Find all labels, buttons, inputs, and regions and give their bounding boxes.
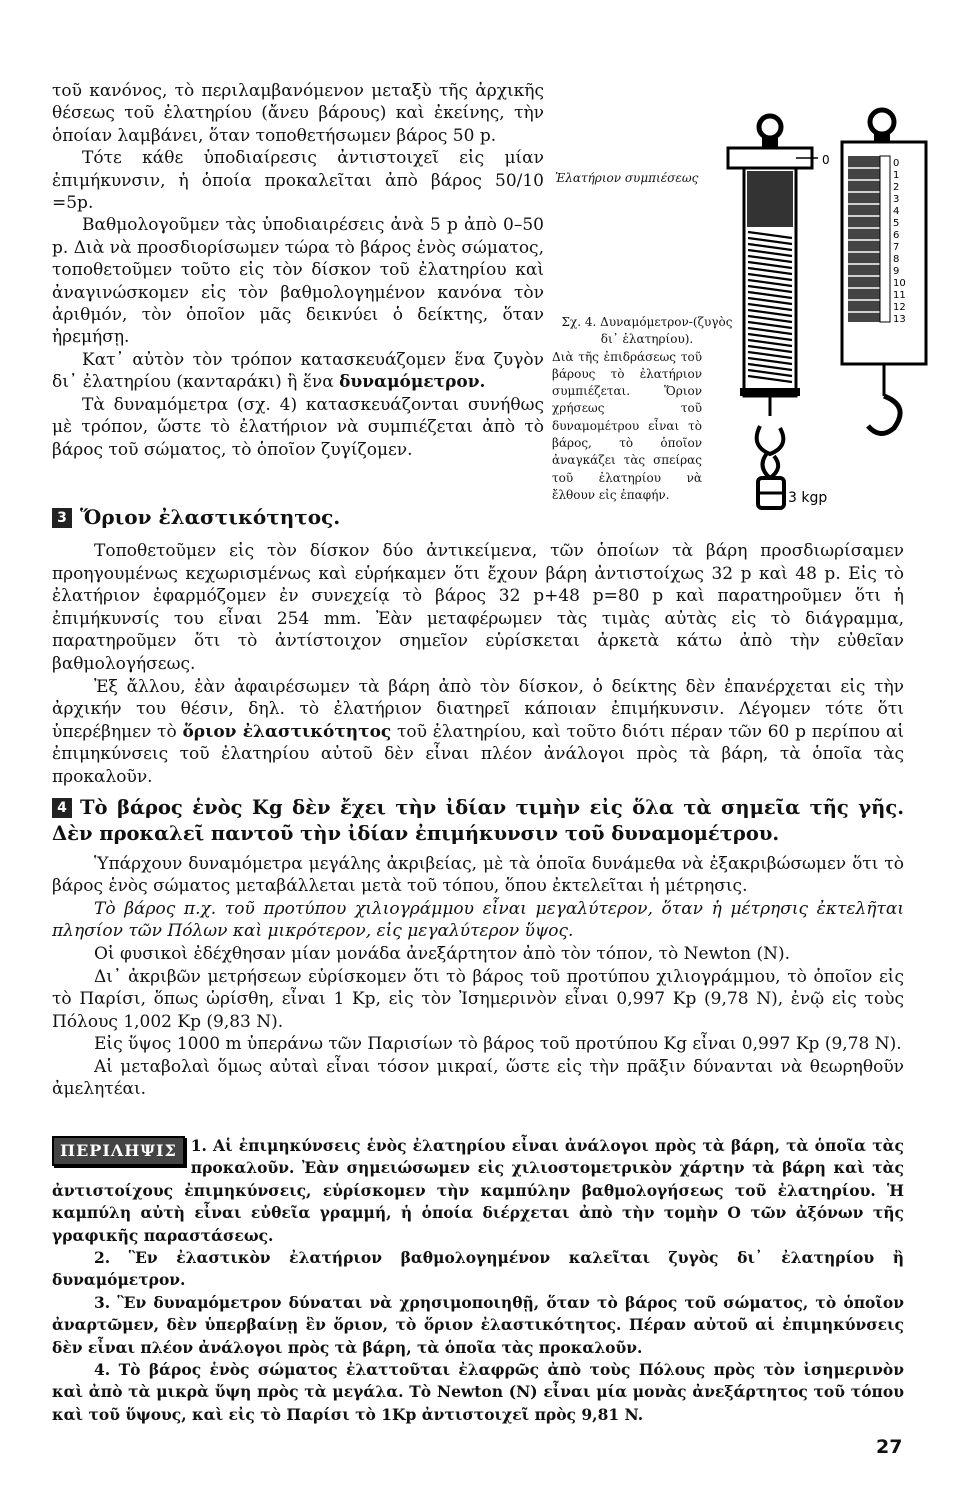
paragraph: Τοποθετοῦμεν εἰς τὸν δίσκον δύο ἀντικείμενα, τῶν ὁποίων τὰ βάρη προσδιωρίσαμεν προηγουμένως κεχωρισμένως καὶ εὑρήκαμεν ὅτι ἔχουν βάρη ἀντιστοίχως 32 p καὶ 48 p. Εἰς τὸ ἐλατήριον ἐφαρμόζομεν ἐν συνεχείᾳ τὸ βάρος 32 p+48 p=80 p καὶ παρατηροῦμεν ὅτι ἡ ἐπιμήκυνσίς του εἶναι 254 mm. Ἐὰν μεταφέρωμεν τὰς τιμὰς αὐτὰς εἰς τὸ διάγραμμα, παρατηροῦμεν ὅτι τὸ ἀντίστοιχον σημεῖον εὑρίσκεται ἀρκετὰ κάτω ἀπὸ τὴν εὐθεῖαν βαθμολογήσεως. xyxy=(52,541,904,674)
text-run: τοῦ ἐλατηρίου, καὶ τοῦτο διότι πέραν τῶν 60 p περίπου αἱ ἐπιμηκύνσεις τοῦ ἐλατηρίου αὐτοῦ δὲν εἶναι πλέον ἀνάλογοι πρὸς τὰ βάρη, τὰ ὁποῖα τὰς προκαλοῦν. xyxy=(52,721,904,787)
scale-number: 9 xyxy=(893,266,900,277)
zero-mark: 0 xyxy=(822,153,830,167)
scale-number: 8 xyxy=(893,254,900,265)
paragraph: Αἱ μεταβολαὶ ὅμως αὐταὶ εἶναι τόσον μικραί, ὥστε εἰς τὴν πρᾶξιν δύνανται νὰ θεωρηθοῦν ἀμελητέαι. xyxy=(52,1056,904,1100)
scale-number: 11 xyxy=(893,290,906,301)
section-number: 4 xyxy=(52,798,72,818)
paragraph xyxy=(52,676,904,789)
section-title: Ὅριον ἐλαστικότητος. xyxy=(80,505,341,529)
text-run: Ἐξ ἄλλου, ἐὰν ἀφαιρέσωμεν τὰ βάρη ἀπὸ τὸν δίσκον, ὁ δείκτης δὲν ἐπανέρχεται εἰς τὴν ἀρχικήν του θέσιν, δηλ. τὸ ἐλατήριον διατηρεῖ κάποιαν ἐπιμήκυνσιν. Λέγομεν τότε ὅτι ὑπερέβημεν τὸ xyxy=(52,676,904,742)
paragraph: Τότε κάθε ὑποδιαίρεσις ἀντιστοιχεῖ εἰς μίαν ἐπιμήκυνσιν, ἡ ὁποία προκαλεῖται ἀπὸ βάρος 50/10 =5p. xyxy=(52,148,544,214)
scale-number: 5 xyxy=(893,218,900,229)
summary-item: 4. Τὸ βάρος ἑνὸς σώματος ἐλαττοῦται ἐλαφρῶς ἀπὸ τοὺς Πόλους πρὸς τὸν ἰσημερινὸν καὶ ἀπὸ τὰ μικρὰ ὕψη πρὸς τὰ μεγάλα. Τὸ Newton (N) εἶναι μία μονὰς ἀνεξάρτητος τοῦ τόπου καὶ τοῦ ὕψους, καὶ εἰς τὸ Παρίσι τὸ 1Kp ἀντιστοιχεῖ πρὸς 9,81 N. xyxy=(52,1360,904,1424)
paragraph: Βαθμολογοῦμεν τὰς ὑποδιαιρέσεις ἀνὰ 5 p ἀπὸ 0–50 p. Διὰ νὰ προσδιορίσωμεν τώρα τὸ βάρος ἑνὸς σώματος, τοποθετοῦμεν τοῦτο εἰς τὸν δίσκον τοῦ ἐλατηρίου καὶ ἀναγινώσκομεν εἰς τὸν βαθμολογημένον κανόνα τὸν ἀριθμόν, τὸν ὁποῖον μᾶς δεικνύει ὁ δείκτης, ὅταν ἠρεμήσῃ. xyxy=(52,215,544,348)
paragraph: Δι᾽ ἀκριβῶν μετρήσεων εὑρίσκομεν ὅτι τὸ βάρος τοῦ προτύπου χιλιογράμμου, τὸ ὁποῖον εἰς τὸ Παρίσι, ὅπως ὡρίσθη, εἶναι 1 Kp, εἰς τὸν Ἰσημερινὸν εἶναι 0,997 Kp (9,78 N), ἐνῷ εἰς τοὺς Πόλους 1,002 Kp (9,83 N). xyxy=(52,966,904,1032)
scale-number: 3 xyxy=(893,194,900,205)
section-heading-3 xyxy=(52,505,340,529)
figure-caption-body: Διὰ τῆς ἐπιδράσεως τοῦ βάρους τὸ ἐλατήριον συμπιέζεται. Ὅριον χρήσεως τοῦ δυναμομέτρου εἶναι τὸ βάρος, τὸ ὁποῖον ἀναγκάζει τὰς σπείρας τοῦ ἐλατηρίου νὰ ἔλθουν εἰς ἐπαφήν. xyxy=(552,349,702,502)
left-column-text xyxy=(52,80,544,461)
scale-number: 12 xyxy=(893,302,906,313)
scale-number: 7 xyxy=(893,242,900,253)
scale-number: 4 xyxy=(893,206,900,217)
summary-label: ΠΕΡΙΛΗΨΙΣ xyxy=(52,1136,185,1166)
paragraph: Τὰ δυναμόμετρα (σχ. 4) κατασκευάζονται συνήθως μὲ τρόπον, ὥστε τὸ ἐλατήριον νὰ συμπιέζεται ἀπὸ τὸ βάρος τοῦ σώματος, τὸ ὁποῖον ζυγίζομεν. xyxy=(52,394,544,460)
text-run: Κατ᾽ αὐτὸν τὸν τρόπον κατασκευάζομεν ἕνα ζυγὸν δι᾽ ἐλατηρίου (κανταράκι) ἢ ἕνα xyxy=(52,349,544,393)
paragraph xyxy=(52,349,544,394)
scale-number: 1 xyxy=(893,170,900,181)
scale-number: 13 xyxy=(893,314,906,325)
weight-label: 3 kgp xyxy=(788,490,828,506)
term-dynamometer: δυναμόμετρον. xyxy=(339,372,486,393)
paragraph: τοῦ κανόνος, τὸ περιλαμβανόμενον μεταξὺ τῆς ἀρχικῆς θέσεως τοῦ ἐλατηρίου (ἄνευ βάρους) καὶ ἐκείνης, τὴν ὁποίαν λαμβάνει, ὅταν τοποθετήσωμεν βάρος 50 p. xyxy=(52,81,544,146)
summary-block xyxy=(52,1135,904,1426)
summary-text: 1. Αἱ ἐπιμηκύνσεις ἑνὸς ἐλατηρίου εἶναι ἀνάλογοι πρὸς τὰ βάρη, τὰ ὁποῖα τὰς προκαλοῦν. Ἐὰν σημειώσωμεν εἰς χιλιοστομετρικὸν χάρτην τὰ βάρη καὶ τὰς ἀντιστοίχους ἐπιμηκύνσεις, εὑρίσκομεν τὴν καμπύλην βαθμολογήσεως τοῦ ἐλατηρίου. Ἡ καμπύλη αὐτὴ εἶναι εὐθεῖα γραμμή, ἡ ὁποία διέρχεται ἀπὸ τὴν τομὴν O τῶν ἀξόνων τῆς γραφικῆς παραστάσεως. xyxy=(52,1136,904,1245)
paragraph: Οἱ φυσικοὶ ἐδέχθησαν μίαν μονάδα ἀνεξάρτητον ἀπὸ τὸν τόπον, τὸ Newton (N). xyxy=(94,943,791,964)
scale-number: 10 xyxy=(893,278,906,289)
summary-item: 3. Ἓν δυναμόμετρον δύναται νὰ χρησιμοποιηθῇ, ὅταν τὸ βάρος τοῦ σώματος, τὸ ὁποῖον ἀναρτῶμεν, δὲν ὑπερβαίνῃ ἓν ὅριον, τὸ ὅριον ἐλαστικότητος. Πέραν αὐτοῦ αἱ ἐπιμηκύνσεις δὲν εἶναι πλέον ἀνάλογοι πρὸς τὰ βάρη, τὰ ὁποῖα τὰς προκαλοῦν. xyxy=(52,1292,904,1357)
scale-number: 2 xyxy=(893,182,900,193)
scale-number: 6 xyxy=(893,230,900,241)
paragraph: Τὸ βάρος π.χ. τοῦ προτύπου χιλιογράμμου εἶναι μεγαλύτερον, ὅταν ἡ μέτρησις ἐκτελῆται πλησίον τῶν Πόλων καὶ μικρότερον, εἰς μεγαλύτερον ὕψος. xyxy=(52,898,904,942)
left-dynamometer xyxy=(728,116,830,508)
summary-item xyxy=(52,1135,904,1247)
section-heading-4 xyxy=(52,795,904,847)
main-text xyxy=(52,540,904,1101)
section-title: Τὸ βάρος ἑνὸς Kg δὲν ἔχει τὴν ἰδίαν τιμὴν εἰς ὅλα τὰ σημεῖα τῆς γῆς. Δὲν προκαλεῖ παντοῦ τὴν ἰδίαν ἐπιμήκυνσιν τοῦ δυναμομέτρου. xyxy=(52,795,904,845)
section-number: 3 xyxy=(52,508,72,528)
page-number: 27 xyxy=(876,1436,903,1458)
right-dynamometer xyxy=(842,110,926,434)
term-elastic-limit: ὅριον ἐλαστικότητος xyxy=(182,721,392,742)
summary-item: 2. Ἓν ἐλαστικὸν ἐλατήριον βαθμολογημένον καλεῖται ζυγὸς δι᾽ ἐλατηρίου ἢ δυναμόμετρον. xyxy=(52,1248,904,1290)
figure-caption-title: Σχ. 4. Δυναμόμετρον-(ζυγὸς δι᾽ ἐλατηρίου). xyxy=(561,315,733,347)
figure-label-spring: Ἐλατήριον συμπιέσεως xyxy=(555,171,699,185)
scale-number: 0 xyxy=(893,158,900,169)
paragraph: Ὑπάρχουν δυναμόμετρα μεγάλης ἀκριβείας, μὲ τὰ ὁποῖα δυνάμεθα νὰ ἐξακριβώσωμεν ὅτι τὸ βάρος ἑνὸς σώματος μεταβάλλεται μετὰ τοῦ τόπου, ὅπου ἐκτελεῖται ἡ μέτρησις. xyxy=(52,853,904,897)
paragraph: Εἰς ὕψος 1000 m ὑπεράνω τῶν Παρισίων τὸ βάρος τοῦ προτύπου Kg εἶναι 0,997 Kp (9,78 N). xyxy=(94,1034,902,1055)
figure-caption xyxy=(552,314,742,504)
